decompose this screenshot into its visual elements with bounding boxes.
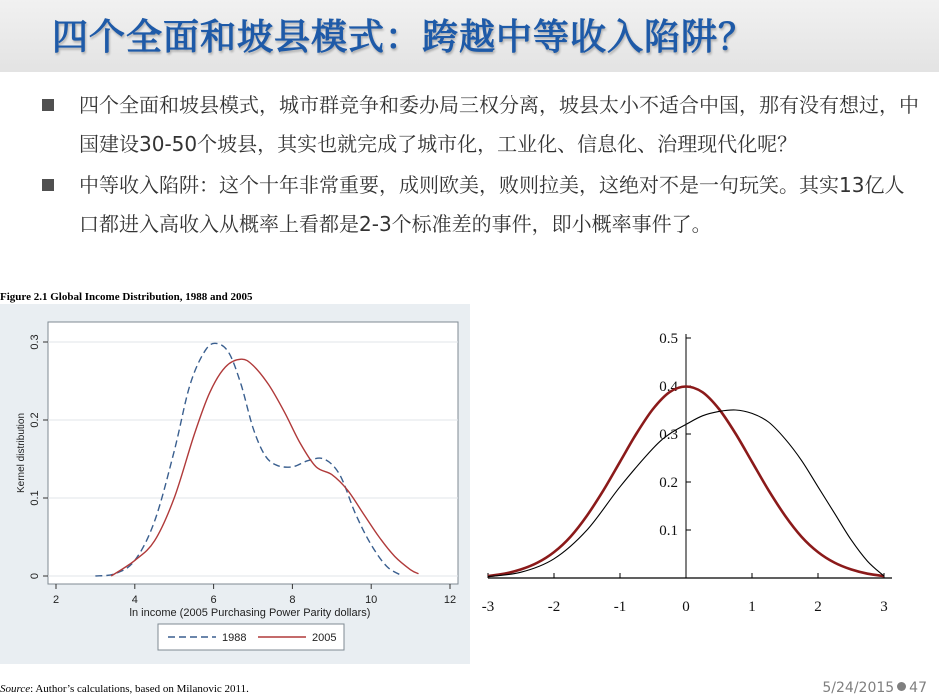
- legend-label: 1988: [222, 632, 247, 644]
- x-tick-label: 2: [814, 599, 822, 615]
- y-tick-label: 0.3: [29, 334, 41, 350]
- dot-separator-icon: [897, 682, 906, 691]
- normal-distribution-chart: [478, 310, 906, 644]
- legend-label: 2005: [312, 632, 337, 644]
- x-tick-label: 0: [682, 599, 690, 615]
- page-number: 47: [909, 680, 927, 696]
- bullet-text: 中等收入陷阱：这个十年非常重要，成则欧美，败则拉美，这绝对不是一句玩笑。其实13亿人口都进入高收入从概率上看都是2-3个标准差的事件，即小概率事件了。: [79, 173, 905, 236]
- x-axis-label: ln income (2005 Purchasing Power Parity dollars): [129, 607, 371, 619]
- x-tick-label: -2: [547, 599, 561, 615]
- source-label: Source: [0, 683, 31, 695]
- y-tick-label: 0.1: [29, 490, 41, 506]
- source-note: [0, 683, 249, 695]
- income-distribution-chart: [0, 304, 470, 664]
- bullet-text: 四个全面和坡县模式，城市群竞争和委办局三权分离，坡县太小不适合中国，那有没有想过，中国建设30-50个坡县，其实也就完成了城市化，工业化、信息化、治理现代化呢？: [79, 93, 919, 156]
- title-bar: [0, 0, 939, 72]
- x-tick-label: 4: [131, 594, 138, 606]
- x-tick-label: 6: [210, 594, 217, 606]
- y-tick-label: 0.4: [659, 379, 678, 395]
- y-tick-label: 0.1: [659, 523, 678, 539]
- square-bullet-icon: [42, 99, 54, 111]
- x-tick-label: 8: [289, 594, 296, 606]
- x-tick-label: 10: [365, 594, 378, 606]
- x-tick-label: -1: [613, 599, 627, 615]
- slide-title: 四个全面和坡县模式：跨越中等收入陷阱？: [52, 17, 756, 58]
- bullet-list: [40, 86, 920, 244]
- x-tick-label: 2: [52, 594, 60, 606]
- y-tick-label: 0.5: [659, 331, 678, 347]
- x-tick-label: -3: [481, 599, 495, 615]
- figure-caption: Figure 2.1 Global Income Distribution, 1988 and 2005: [0, 291, 253, 303]
- bullet-item: [40, 166, 920, 244]
- slide-footer: [822, 680, 927, 696]
- square-bullet-icon: [42, 179, 54, 191]
- y-tick-label: 0: [29, 572, 41, 580]
- chart-background: [478, 310, 906, 644]
- x-tick-label: 12: [443, 594, 457, 606]
- y-tick-label: 0.3: [659, 427, 678, 443]
- bullet-item: [40, 86, 920, 164]
- plot-area: [48, 322, 458, 584]
- y-tick-label: 0.2: [29, 412, 41, 428]
- x-tick-label: 1: [748, 599, 756, 615]
- x-tick-label: 3: [880, 599, 888, 615]
- y-axis-label: Kernel distribution: [16, 412, 27, 494]
- y-tick-label: 0.2: [659, 475, 678, 491]
- footer-date: 5/24/2015: [822, 680, 895, 696]
- source-text: : Author’s calculations, based on Milanovic 2011.: [30, 683, 249, 695]
